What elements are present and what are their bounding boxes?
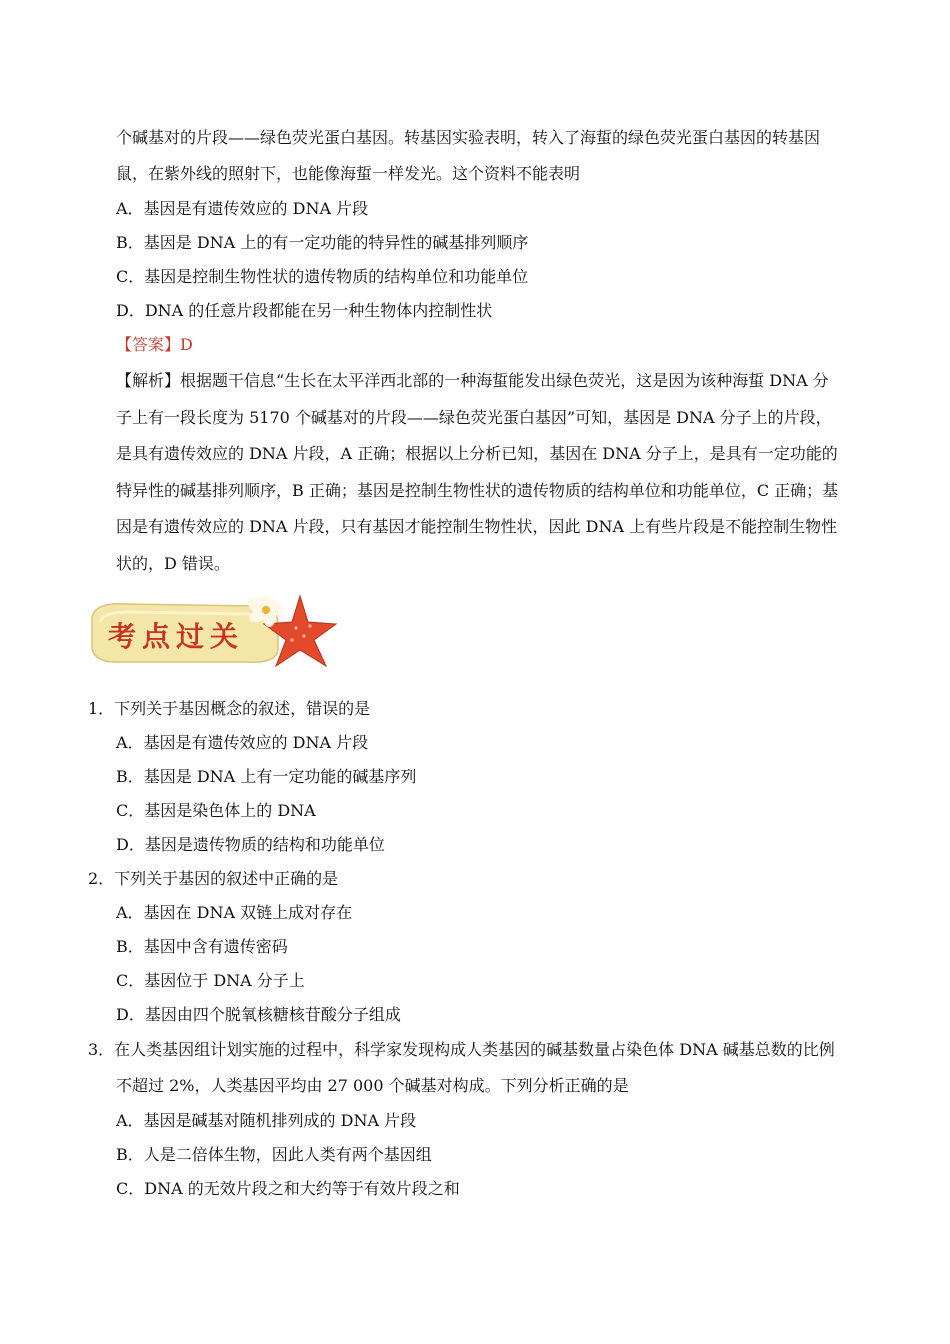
- answer-value: D: [180, 335, 193, 354]
- intro-option-d: D．DNA 的任意片段都能在另一种生物体内控制性状: [116, 301, 493, 320]
- analysis-line-1: [116, 370, 829, 392]
- answer-line: [116, 334, 193, 356]
- intro-option-c: C．基因是控制生物性状的遗传物质的结构单位和功能单位: [116, 267, 529, 286]
- question-3-stem-2: 不超过 2%，人类基因平均由 27 000 个碱基对构成。下列分析正确的是: [116, 1076, 629, 1095]
- banner-title: 考点过关: [108, 620, 245, 653]
- analysis-line-4: 特异性的碱基排列顺序，B 正确；基因是控制生物性状的遗传物质的结构单位和功能单位，C 正确；基: [116, 481, 839, 500]
- analysis-label: 【解析】: [116, 371, 181, 390]
- question-3-option-a: A．基因是碱基对随机排列成的 DNA 片段: [116, 1111, 417, 1130]
- question-2-option-b: B．基因中含有遗传密码: [116, 937, 288, 956]
- intro-option-a: A．基因是有遗传效应的 DNA 片段: [116, 199, 369, 218]
- question-2-option-a: A．基因在 DNA 双链上成对存在: [116, 903, 353, 922]
- question-3-stem: 3．在人类基因组计划实施的过程中，科学家发现构成人类基因的碱基数量占染色体 DNA 碱基总数的比例: [88, 1040, 835, 1059]
- banner-graphic: [86, 592, 346, 670]
- analysis-line-2: 子上有一段长度为 5170 个碱基对的片段——绿色荧光蛋白基因”可知，基因是 DNA 分子上的片段，: [116, 408, 832, 427]
- intro-option-b: B．基因是 DNA 上的有一定功能的特异性的碱基排列顺序: [116, 233, 529, 252]
- question-2-option-c: C．基因位于 DNA 分子上: [116, 971, 305, 990]
- analysis-text-1: 根据题干信息“生长在太平洋西北部的一种海蜇能发出绿色荧光，这是因为该种海蜇 DNA 分: [180, 371, 829, 390]
- question-1-stem: 1．下列关于基因概念的叙述，错误的是: [88, 699, 371, 718]
- analysis-line-3: 是具有遗传效应的 DNA 片段，A 正确；根据以上分析已知，基因在 DNA 分子上，是具有一定功能的: [116, 444, 838, 463]
- question-1-option-b: B．基因是 DNA 上有一定功能的碱基序列: [116, 767, 417, 786]
- analysis-line-5: 因是有遗传效应的 DNA 片段，只有基因才能控制生物性状，因此 DNA 上有些片段是不能控制生物性: [116, 517, 838, 536]
- question-3-option-c: C．DNA 的无效片段之和大约等于有效片段之和: [116, 1179, 460, 1198]
- question-3-option-b: B．人是二倍体生物，因此人类有两个基因组: [116, 1145, 432, 1164]
- intro-line-2: 鼠，在紫外线的照射下，也能像海蜇一样发光。这个资料不能表明: [116, 164, 581, 183]
- answer-label: 【答案】: [116, 335, 181, 354]
- question-1-option-c: C．基因是染色体上的 DNA: [116, 801, 316, 820]
- question-1-option-d: D．基因是遗传物质的结构和功能单位: [116, 835, 385, 854]
- question-2-stem: 2．下列关于基因的叙述中正确的是: [88, 869, 339, 888]
- analysis-line-6: 状的，D 错误。: [116, 554, 230, 573]
- question-2-option-d: D．基因由四个脱氧核糖核苷酸分子组成: [116, 1005, 401, 1024]
- question-1-option-a: A．基因是有遗传效应的 DNA 片段: [116, 733, 369, 752]
- intro-line-1: 个碱基对的片段——绿色荧光蛋白基因。转基因实验表明，转入了海蜇的绿色荧光蛋白基因的转基因: [116, 128, 821, 147]
- section-banner: [86, 592, 346, 670]
